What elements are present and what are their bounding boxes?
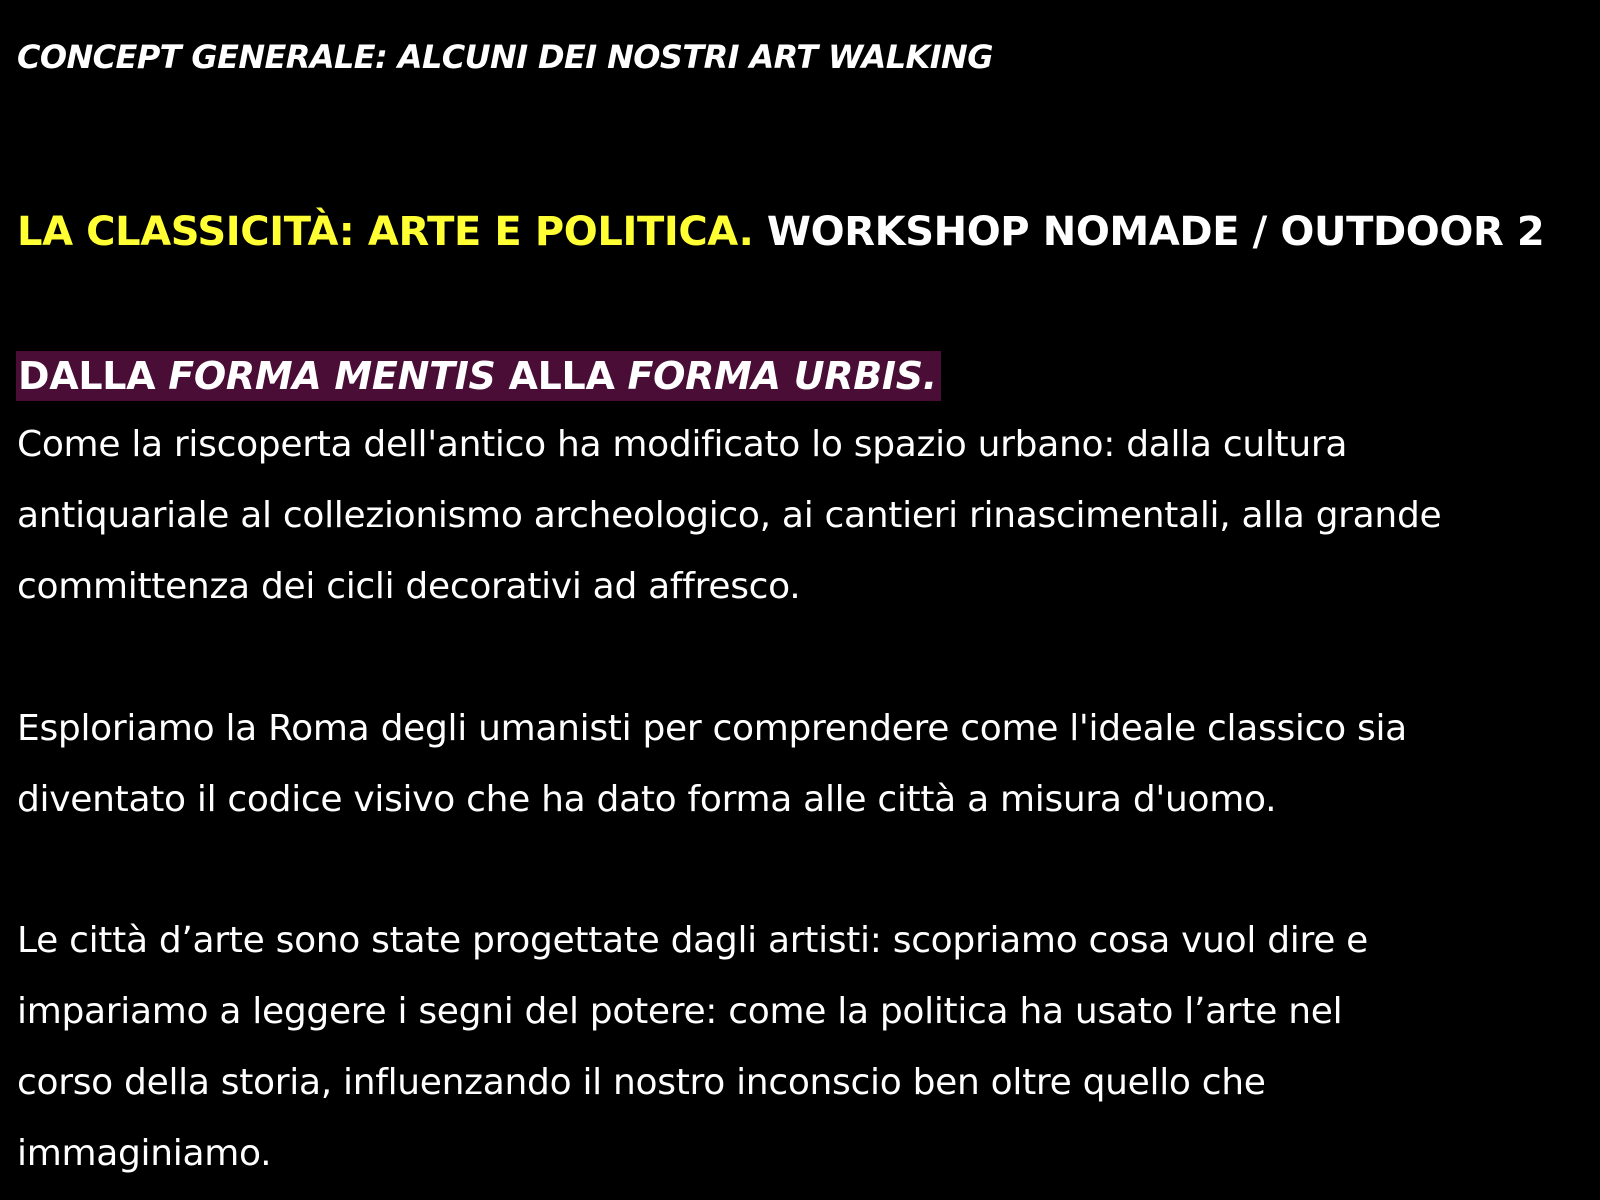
concept-title: CONCEPT GENERALE: ALCUNI DEI NOSTRI ART WALKING — [17, 38, 993, 76]
paragraph-line: Come la riscoperta dell'antico ha modificato lo spazio urbano: dalla cultura — [17, 424, 1348, 465]
subheading — [16, 351, 941, 401]
paragraph-line: antiquariale al collezionismo archeologico, ai cantieri rinascimentali, alla grande — [17, 495, 1442, 536]
headline-highlight: LA CLASSICITÀ: ARTE E POLITICA. — [17, 209, 754, 255]
paragraph-line: diventato il codice visivo che ha dato forma alle città a misura d'uomo. — [17, 779, 1277, 820]
paragraph-line: Esploriamo la Roma degli umanisti per comprendere come l'ideale classico sia — [17, 708, 1407, 749]
subheading-part-1: DALLA — [18, 354, 169, 398]
paragraph-line: corso della storia, influenzando il nostro inconscio ben oltre quello che — [17, 1062, 1266, 1103]
headline — [17, 206, 1544, 258]
paragraph-1 — [17, 409, 1587, 622]
paragraph-3 — [17, 905, 1587, 1189]
subheading-forma-mentis: FORMA MENTIS — [168, 354, 496, 398]
paragraph-line: Le città d’arte sono state progettate dagli artisti: scopriamo cosa vuol dire e — [17, 920, 1369, 961]
headline-workshop: WORKSHOP NOMADE / OUTDOOR 2 — [753, 209, 1545, 255]
paragraph-line: impariamo a leggere i segni del potere: come la politica ha usato l’arte nel — [17, 991, 1343, 1032]
paragraph-line: immaginiamo. — [17, 1133, 272, 1174]
subheading-part-3: ALLA — [495, 354, 628, 398]
paragraph-line: committenza dei cicli decorativi ad affresco. — [17, 566, 801, 607]
paragraph-2 — [17, 693, 1587, 835]
subheading-forma-urbis: FORMA URBIS. — [627, 354, 937, 398]
